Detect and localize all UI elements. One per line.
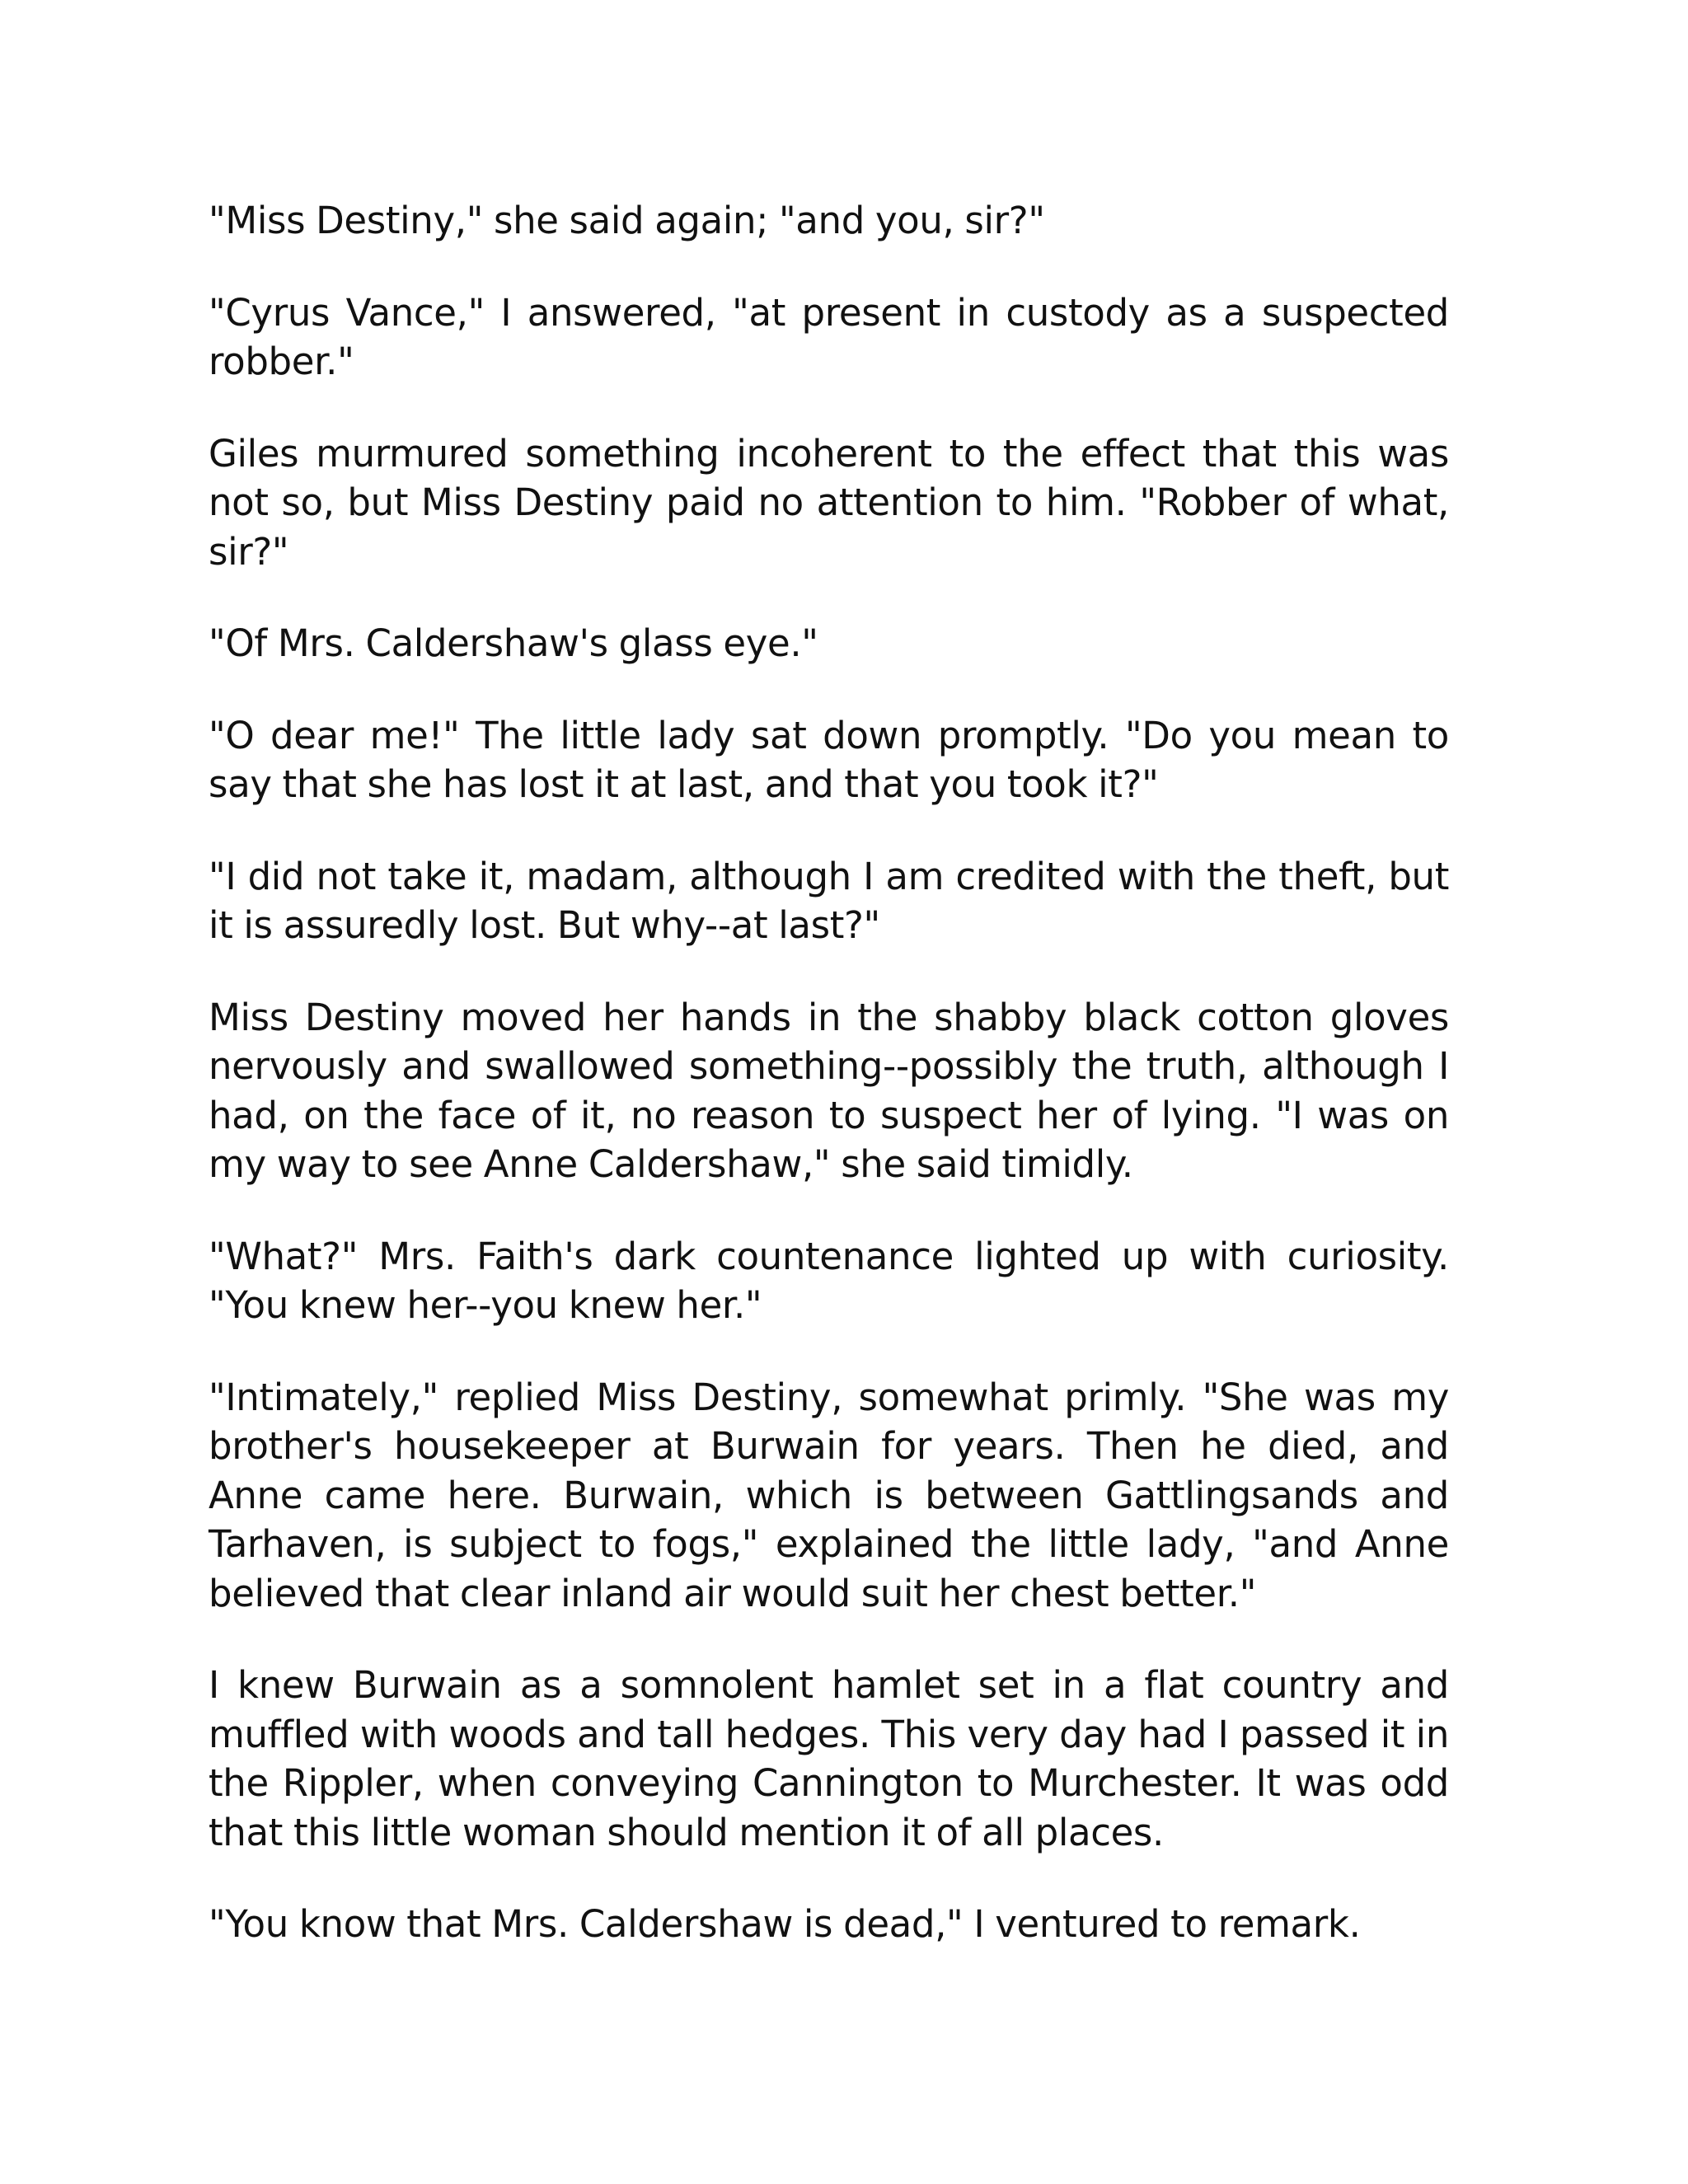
paragraph-9: "Intimately," replied Miss Destiny, somewhat primly. "She was my brother's housekeeper at Burwain for years. Then he died, and Anne came here. Burwain, which is between Gattlingsands and Tarhaven, is subject to fogs," explained the little lady, "and Anne believed that clear inland air would suit her chest better." <box>209 1375 1449 1615</box>
paragraph-4: "Of Mrs. Caldershaw's glass eye." <box>209 621 818 665</box>
paragraph-1: "Miss Destiny," she said again; "and you, sir?" <box>209 199 1045 242</box>
paragraph-8: "What?" Mrs. Faith's dark countenance lighted up with curiosity. "You knew her--you knew her." <box>209 1234 1449 1327</box>
paragraph-2: "Cyrus Vance," I answered, "at present in custody as a suspected robber." <box>209 290 1449 383</box>
paragraph-10: I knew Burwain as a somnolent hamlet set in a flat country and muffled with woods and tall hedges. This very day had I passed it in the Rippler, when conveying Cannington to Murchester. It was odd that this little woman should mention it of all places. <box>209 1663 1449 1854</box>
paragraph-6: "I did not take it, madam, although I am credited with the theft, but it is assuredly lost. But why--at last?" <box>209 854 1449 947</box>
paragraph-3: Giles murmured something incoherent to the effect that this was not so, but Miss Destiny paid no attention to him. "Robber of what, sir?" <box>209 431 1449 574</box>
paragraph-7: Miss Destiny moved her hands in the shabby black cotton gloves nervously and swallowed something--possibly the truth, although I had, on the face of it, no reason to suspect her of lying. "I was on my way to see Anne Caldershaw," she said timidly. <box>209 995 1449 1186</box>
paragraph-5: "O dear me!" The little lady sat down promptly. "Do you mean to say that she has lost it at last, and that you took it?" <box>209 713 1449 806</box>
paragraph-11: "You know that Mrs. Caldershaw is dead," I ventured to remark. <box>209 1902 1361 1946</box>
